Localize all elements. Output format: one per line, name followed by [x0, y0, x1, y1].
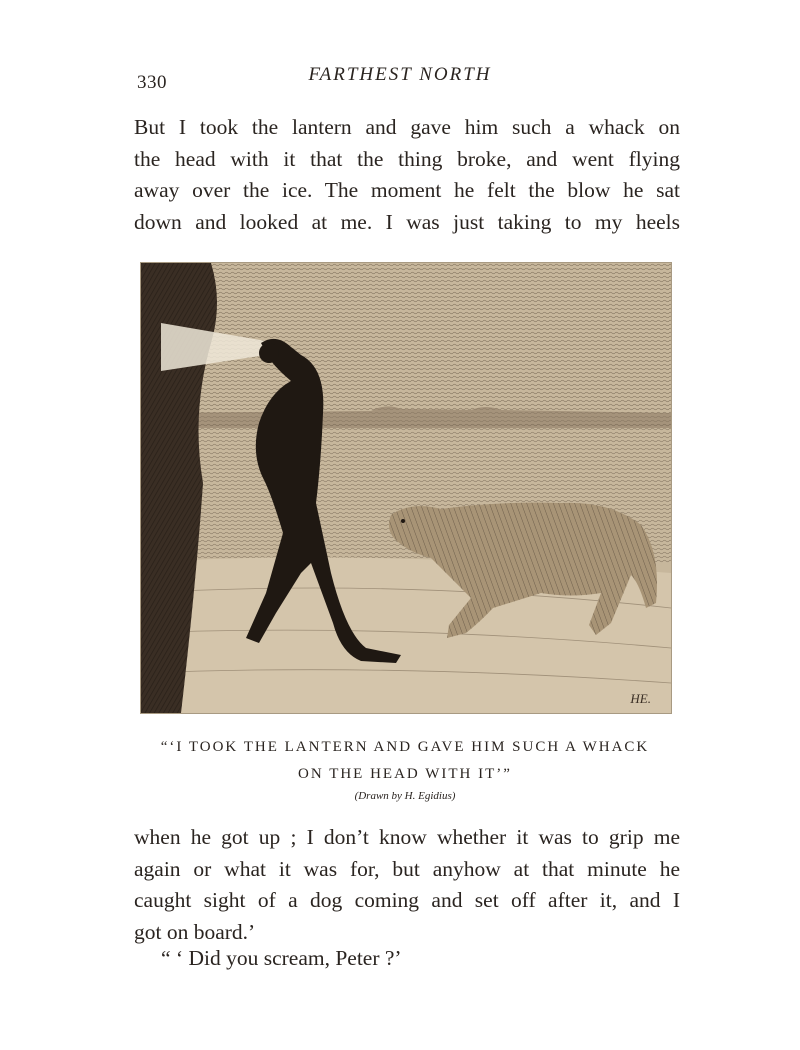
etching-man-striking-polar-bear-icon	[141, 263, 671, 713]
caption-line: “‘I TOOK THE LANTERN AND GAVE HIM SUCH A WHACK	[160, 739, 650, 755]
text-line: got on board.’	[134, 919, 256, 944]
text-line: away over the ice. The moment he felt the blow he sat	[134, 178, 680, 202]
text-line: But I took the lantern and gave him such a whack on	[134, 115, 680, 139]
text-line: “ ‘ Did you scream, Peter ?’	[161, 946, 402, 970]
text-line: when he got up ; I don’t know whether it was to grip me	[134, 825, 680, 849]
figure-credit: (Drawn by H. Egidius)	[354, 790, 456, 802]
figure-caption	[130, 734, 680, 788]
page-header	[0, 64, 800, 94]
text-line: again or what it was for, but anyhow at that minute he	[134, 856, 680, 881]
page-number: 330	[137, 72, 167, 93]
paragraph-bottom	[134, 822, 680, 948]
artist-monogram: HE.	[630, 691, 651, 706]
paragraph-top	[134, 112, 680, 238]
text-line: caught sight of a dog coming and set off after it, and I	[134, 888, 680, 912]
paragraph-dialogue	[161, 943, 680, 975]
caption-line: ON THE HEAD WITH IT’”	[298, 766, 512, 782]
illustration	[140, 262, 672, 714]
text-line: down and looked at me. I was just taking to my heels	[134, 209, 680, 234]
text-line: the head with it that the thing broke, and went flying	[134, 146, 680, 171]
running-title: FARTHEST NORTH	[308, 64, 492, 85]
